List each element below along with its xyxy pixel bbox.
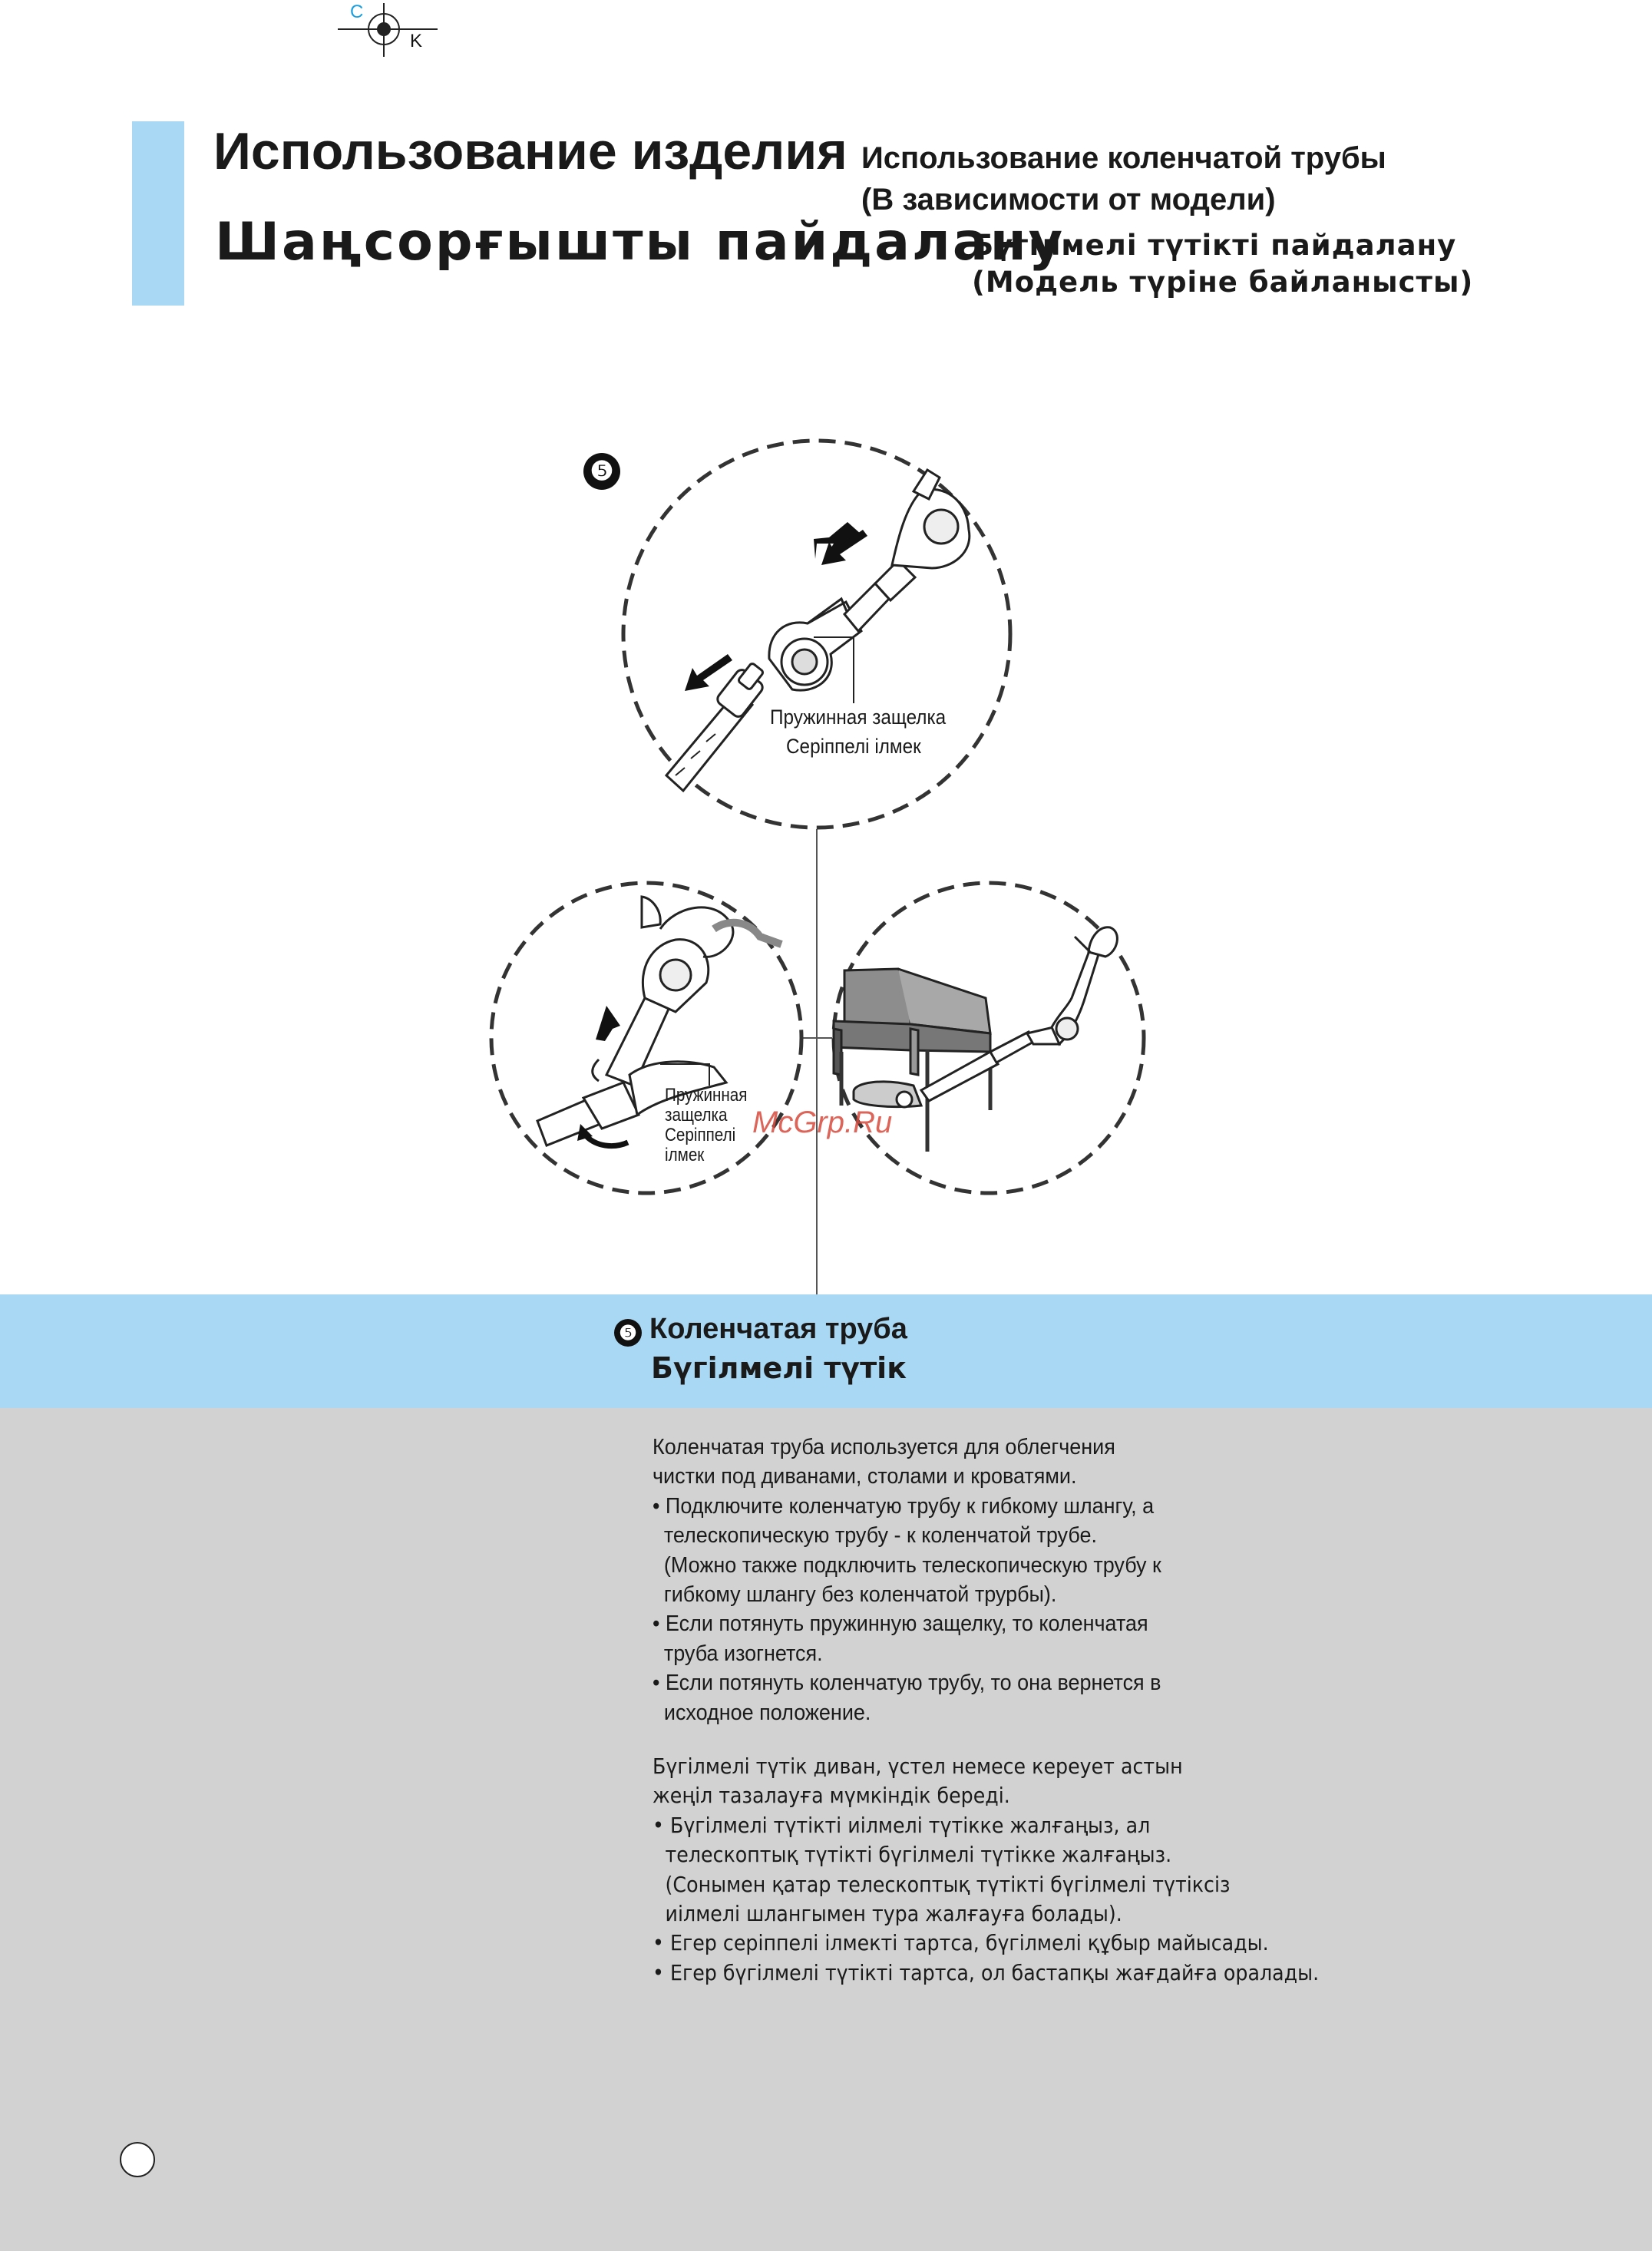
- callout-left-line: Пружинная: [665, 1085, 748, 1106]
- body-line: • Если потянуть коленчатую трубу, то она вернется в: [653, 1671, 1161, 1696]
- body-line: (Можно также подключить телескопическую трубу к: [663, 1552, 1161, 1578]
- vacuum-nozzle-icon: [854, 1082, 921, 1107]
- step-marker-5: ❺: [583, 453, 620, 490]
- callout-left-line: ілмек: [665, 1145, 705, 1165]
- body-line: жеңіл тазалауға мүмкіндік береді.: [653, 1783, 1010, 1809]
- callout-spring-latch-left: [665, 1086, 747, 1165]
- page-subtitle-ru: Использование коленчатой трубы: [861, 141, 1386, 175]
- body-line: гибкому шлангу без коленчатой трурбы).: [663, 1582, 1057, 1608]
- body-text-kz: [653, 1752, 1319, 1988]
- body-line: труба изогнется.: [663, 1641, 823, 1666]
- callout-left-line: Серіппелі: [665, 1125, 736, 1145]
- body-line: • Подключите коленчатую трубу к гибкому шлангу, а: [653, 1493, 1155, 1519]
- page-title-kz: Шаңсорғышты пайдалану: [215, 212, 1066, 273]
- callout-left-line: защелка: [665, 1105, 728, 1126]
- section-marker-5: ❺: [614, 1319, 642, 1347]
- body-line: Коленчатая труба используется для облегчения: [653, 1435, 1115, 1459]
- page-number-circle: [120, 2142, 155, 2177]
- body-line: (Сонымен қатар телескоптық түтікті бүгілмелі түтіксіз: [665, 1872, 1231, 1897]
- body-text-ru: [653, 1433, 1161, 1727]
- body-line: • Егер серіппелі ілмекті тартса, бүгілмелі құбыр майысады.: [653, 1931, 1269, 1956]
- body-line: телескоптық түтікті бүгілмелі түтікке жалғаңыз.: [665, 1843, 1172, 1868]
- callout-spring-latch-ru: Пружинная защелка: [770, 706, 947, 729]
- page-subtitle-kz: Бүгілмелі түтікті пайдалану: [972, 229, 1457, 262]
- body-line: исходное положение.: [663, 1700, 871, 1725]
- page-subtitle-ru-note: (В зависимости от модели): [861, 183, 1276, 217]
- callout-spring-latch-kz: Серіппелі ілмек: [786, 735, 921, 758]
- page-subtitle-kz-note: (Модель түріне байланысты): [972, 266, 1474, 299]
- page-title-ru: Использование изделия: [213, 122, 847, 180]
- registration-c-label: C: [350, 2, 364, 22]
- body-line: • Если потянуть пружинную защелку, то коленчатая: [653, 1611, 1148, 1637]
- section-title-ru: Коленчатая труба: [649, 1313, 907, 1345]
- registration-k-label: K: [410, 31, 423, 51]
- elbow-pipe-illustration: [0, 430, 1652, 1297]
- body-line: • Бүгілмелі түтікті иілмелі түтікке жалғаңыз, ал: [653, 1813, 1151, 1838]
- body-line: Бүгілмелі түтік диван, үстел немесе кереует астын: [653, 1754, 1183, 1779]
- section-title-kz: Бүгілмелі түтік: [651, 1351, 907, 1385]
- body-line: • Егер бүгілмелі түтікті тартса, ол бастапқы жағдайға оралады.: [653, 1960, 1320, 1985]
- body-line: иілмелі шлангымен тура жалғауға болады).: [665, 1902, 1122, 1927]
- watermark: McGrp.Ru: [752, 1106, 893, 1139]
- header-accent-bar: [132, 121, 184, 306]
- body-line: телескопическую трубу - к коленчатой трубе.: [663, 1523, 1097, 1549]
- body-line: чистки под диванами, столами и кроватями.: [653, 1464, 1077, 1489]
